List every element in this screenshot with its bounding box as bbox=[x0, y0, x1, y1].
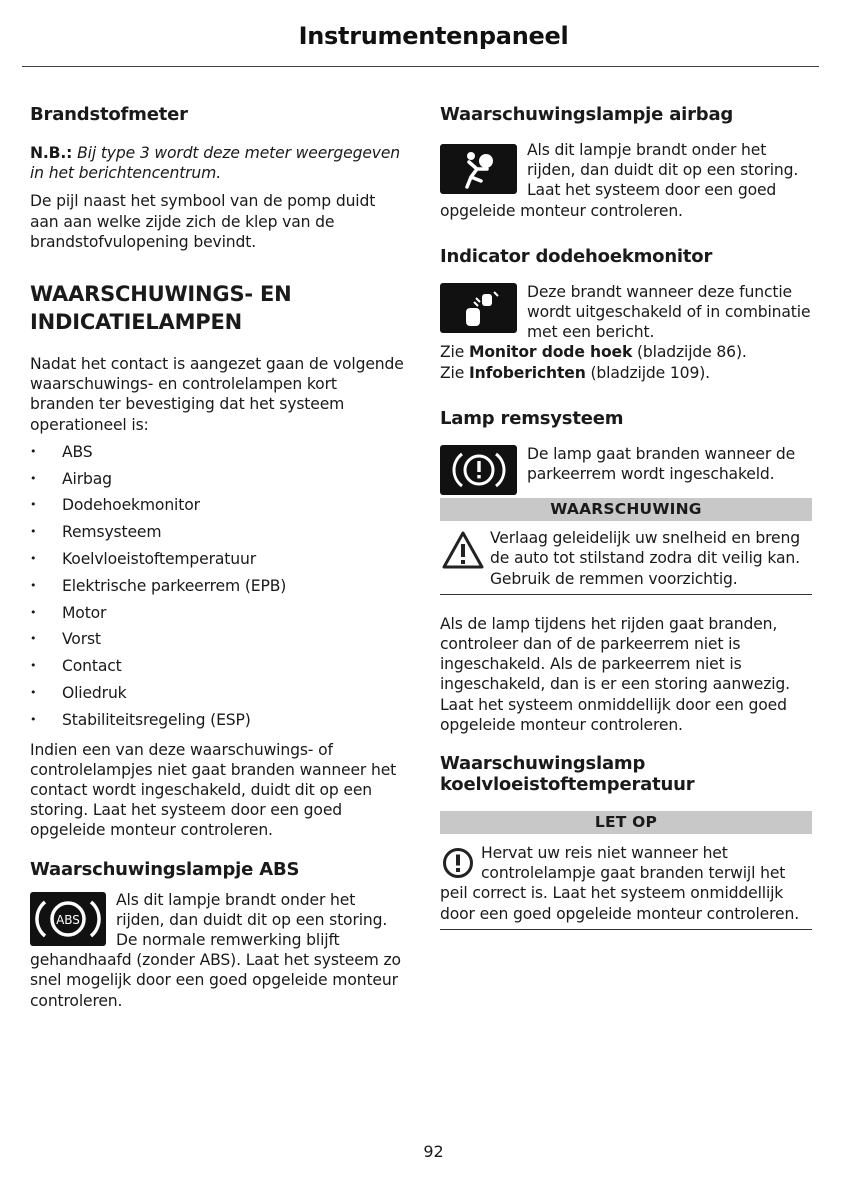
brake-block bbox=[440, 444, 812, 484]
warning-text: Verlaag geleidelijk uw snelheid en breng de auto tot stilstand zodra dit veilig kan. Gebruik de remmen voorzichtig. bbox=[490, 529, 800, 588]
list-item: • Contact bbox=[30, 653, 405, 680]
airbag-warning-icon bbox=[440, 144, 517, 194]
brake-body: De lamp gaat branden wanneer de parkeerrem wordt ingeschakeld. bbox=[527, 444, 796, 484]
caution-block bbox=[440, 843, 812, 924]
fuel-body: De pijl naast het symbool van de pomp duidt aan aan welke zijde zich de klep van de brandstofvulopening bevindt. bbox=[30, 192, 376, 251]
page-title: Instrumentenpaneel bbox=[298, 22, 569, 50]
ref-link-infoberichten[interactable]: Infoberichten bbox=[468, 363, 586, 382]
abs-block bbox=[30, 890, 405, 1011]
note-label: N.B.: bbox=[30, 144, 73, 162]
ref-link-monitor[interactable]: Monitor dode hoek bbox=[468, 343, 633, 362]
brake-body-2: Als de lamp tijdens het rijden gaat branden, controleer dan of de parkeerrem niet is ingeschakeld. Als de parkeerrem niet is ingeschakeld, dan is er een storing aanwezig. Laat het systeem onmiddellijk door een goed opgeleide monteur controleren. bbox=[440, 614, 790, 734]
list-item: • Elektrische parkeerrem (EPB) bbox=[30, 573, 405, 600]
abs-body: Als dit lampje brandt onder het rijden, dan duidt dit op een storing. De normale remwerking blijft gehandhaafd (zonder ABS). Laat het systeem zo snel mogelijk door een goed opgeleide monteur controleren. bbox=[30, 890, 401, 1010]
warning-banner: WAARSCHUWING bbox=[440, 498, 812, 521]
list-item: • Stabiliteitsregeling (ESP) bbox=[30, 707, 405, 734]
blindspot-body: Deze brandt wanneer deze functie wordt uitgeschakeld of in combinatie met een bericht. bbox=[527, 282, 811, 342]
blind-spot-icon bbox=[440, 283, 517, 333]
lamp-list bbox=[30, 439, 405, 734]
caution-circle-icon bbox=[442, 847, 474, 879]
left-column bbox=[30, 100, 405, 1011]
airbag-body: Als dit lampje brandt onder het rijden, dan duidt dit op een storing. Laat het systeem door een goed opgeleide monteur controleren. bbox=[440, 141, 799, 220]
list-item: • Airbag bbox=[30, 466, 405, 493]
airbag-block bbox=[440, 140, 812, 221]
warning-rule bbox=[440, 594, 812, 595]
abs-heading: Waarschuwingslampje ABS bbox=[30, 858, 300, 880]
blindspot-ref-2: Zie Infoberichten (bladzijde 109). bbox=[440, 363, 710, 382]
caution-banner: LET OP bbox=[440, 811, 812, 834]
intro-text: Nadat het contact is aangezet gaan de volgende waarschuwings- en controlelampen kort branden ter bevestiging dat het systeem operationeel is: bbox=[30, 355, 404, 434]
fuel-heading: Brandstofmeter bbox=[30, 104, 188, 125]
brake-heading: Lamp remsysteem bbox=[440, 407, 624, 429]
list-item: • Remsysteem bbox=[30, 519, 405, 546]
airbag-heading: Waarschuwingslampje airbag bbox=[440, 104, 734, 125]
caution-text: Hervat uw reis niet wanneer het controlelampje gaat branden terwijl het peil correct is. Laat het systeem onmiddellijk door een goed opgeleide monteur controleren. bbox=[440, 844, 800, 923]
abs-warning-icon bbox=[30, 892, 106, 946]
section-heading-line2: INDICATIELAMPEN bbox=[30, 310, 242, 335]
warning-triangle-icon bbox=[442, 530, 484, 570]
note-text: Bij type 3 wordt deze meter weergegeven in het berichtencentrum. bbox=[30, 144, 401, 183]
page-number: 92 bbox=[423, 1142, 444, 1161]
coolant-heading-line1: Waarschuwingslamp bbox=[440, 753, 646, 775]
brake-warning-icon bbox=[440, 445, 517, 495]
blindspot-block bbox=[440, 282, 812, 383]
list-item: • Koelvloeistoftemperatuur bbox=[30, 546, 405, 573]
outro-text: Indien een van deze waarschuwings- of controlelampjes niet gaat branden wanneer het contact wordt ingeschakeld, duidt dit op een storing. Laat het systeem door een goed opgeleide monteur controleren. bbox=[30, 740, 397, 840]
fuel-note bbox=[30, 143, 405, 183]
list-item: • Dodehoekmonitor bbox=[30, 492, 405, 519]
warning-block bbox=[440, 528, 812, 589]
caution-rule bbox=[440, 929, 812, 930]
blindspot-heading: Indicator dodehoekmonitor bbox=[440, 245, 713, 267]
right-column bbox=[440, 100, 812, 930]
header-divider bbox=[22, 66, 819, 67]
list-item: • Vorst bbox=[30, 626, 405, 653]
section-heading-line1: WAARSCHUWINGS- EN bbox=[30, 282, 292, 307]
coolant-heading-line2: koelvloeistoftemperatuur bbox=[440, 774, 695, 796]
list-item: • ABS bbox=[30, 439, 405, 466]
blindspot-ref-1: Zie Monitor dode hoek (bladzijde 86). bbox=[440, 343, 747, 362]
svg-text:ABS: ABS bbox=[56, 912, 80, 927]
list-item: • Motor bbox=[30, 600, 405, 627]
list-item: • Oliedruk bbox=[30, 680, 405, 707]
